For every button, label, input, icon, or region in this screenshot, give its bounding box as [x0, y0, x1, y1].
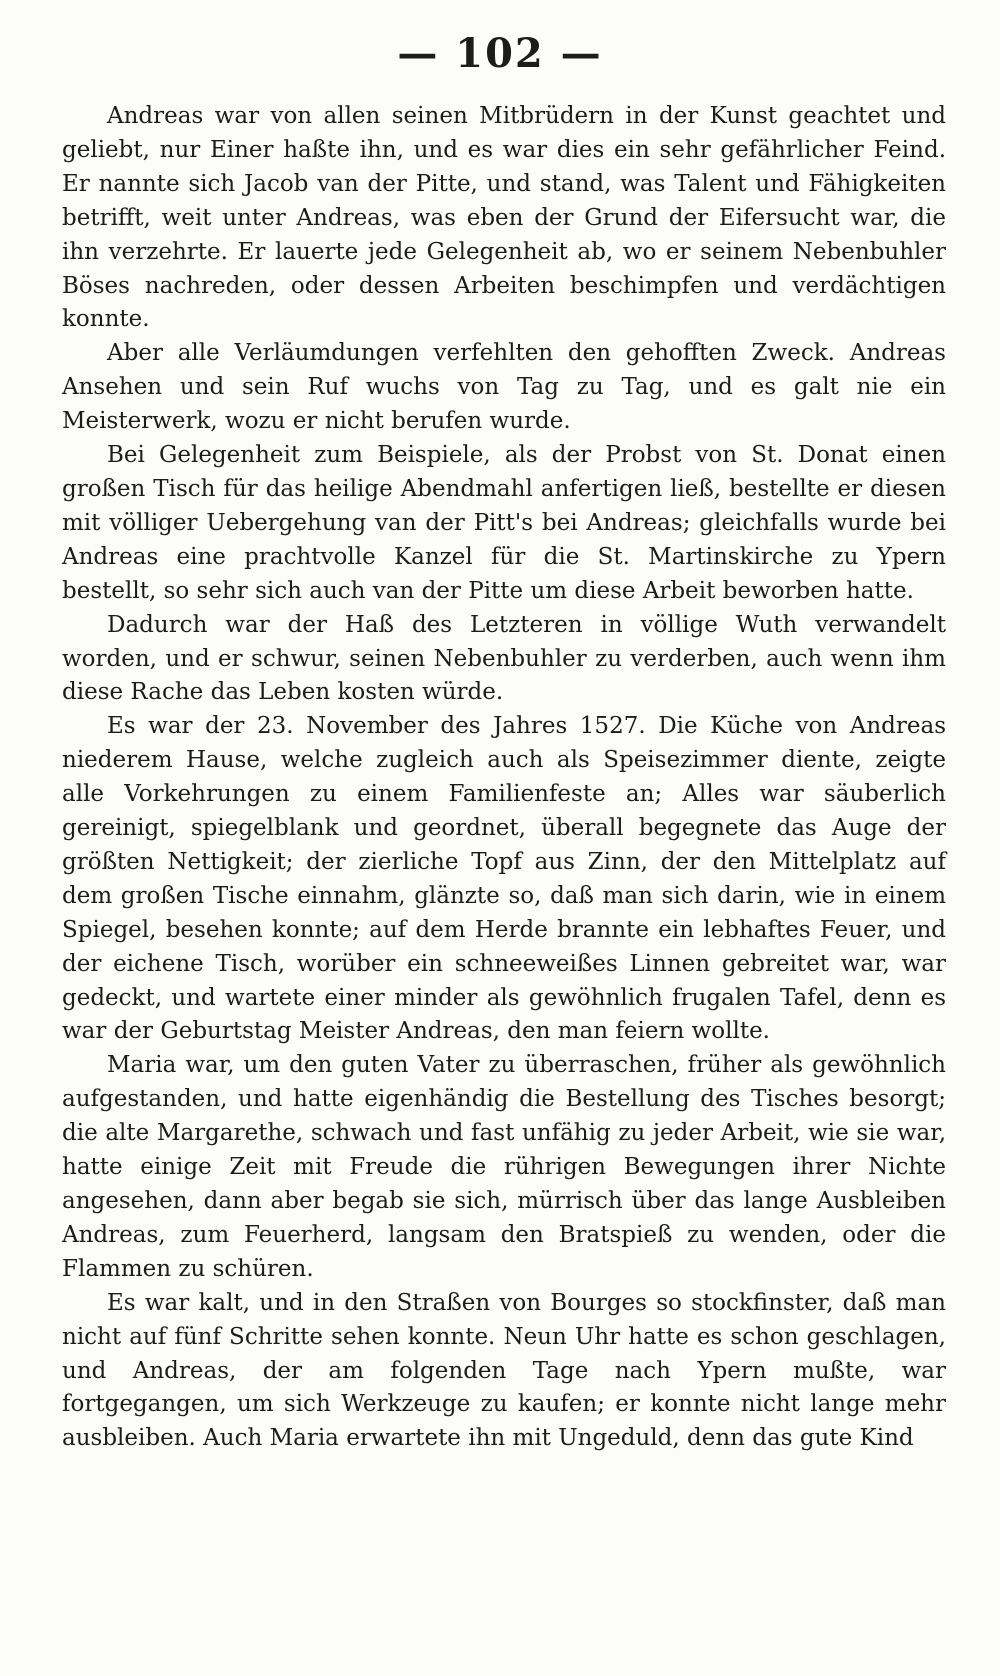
body-text [62, 100, 946, 1456]
paragraph: Es war kalt, und in den Straßen von Bourges so stockfinster, daß man nicht auf fünf Schritte sehen konnte. Neun Uhr hatte es schon geschlagen, und Andreas, der am folgenden Tage nach Ypern mußte, war fortgegangen, um sich Werkzeuge zu kaufen; er konnte nicht lange mehr ausbleiben. Auch Maria erwartete ihn mit Ungeduld, denn das gute Kind [62, 1289, 946, 1452]
paragraph: Aber alle Verläumdungen verfehlten den gehofften Zweck. Andreas Ansehen und sein Ruf wuchs von Tag zu Tag, und es galt nie ein Meisterwerk, wozu er nicht berufen wurde. [62, 340, 946, 435]
paragraph: Maria war, um den guten Vater zu überraschen, früher als gewöhnlich aufgestanden, und hatte eigenhändig die Bestellung des Tisches besorgt; die alte Margarethe, schwach und fast unfähig zu jeder Arbeit, wie sie war, hatte einige Zeit mit Freude die rührigen Bewegungen ihrer Nichte angesehen, dann aber begab sie sich, mürrisch über das lange Ausbleiben Andreas, zum Feuerherd, langsam den Bratspieß zu wenden, oder die Flammen zu schüren. [62, 1052, 946, 1282]
paragraph: Dadurch war der Haß des Letzteren in völlige Wuth verwandelt worden, und er schwur, seinen Nebenbuhler zu verderben, auch wenn ihm diese Rache das Leben kosten würde. [62, 611, 946, 706]
page-number-header: — 102 — [397, 30, 603, 77]
paragraph: Bei Gelegenheit zum Beispiele, als der Probst von St. Donat einen großen Tisch für das heilige Abendmahl anfertigen ließ, bestellte er diesen mit völliger Uebergehung van der Pitt's bei Andreas; gleichfalls wurde bei Andreas eine prachtvolle Kanzel für die St. Martinskirche zu Ypern bestellt, so sehr sich auch van der Pitte um diese Arbeit beworben hatte. [62, 442, 946, 604]
paragraph: Andreas war von allen seinen Mitbrüdern in der Kunst geachtet und geliebt, nur Einer haßte ihn, und es war dies ein sehr gefährlicher Feind. Er nannte sich Jacob van der Pitte, und stand, was Talent und Fähigkeiten betrifft, weit unter Andreas, was eben der Grund der Eifersucht war, die ihn verzehrte. Er lauerte jede Gelegenheit ab, wo er seinem Nebenbuhler Böses nachreden, oder dessen Arbeiten beschimpfen und verdächtigen konnte. [62, 103, 946, 333]
paragraph: Es war der 23. November des Jahres 1527. Die Küche von Andreas niederem Hause, welche zugleich auch als Speisezimmer diente, zeigte alle Vorkehrungen zu einem Familienfeste an; Alles war säuberlich gereinigt, spiegelblank und geordnet, überall begegnete das Auge der größten Nettigkeit; der zierliche Topf aus Zinn, der den Mittelplatz auf dem großen Tische einnahm, glänzte so, daß man sich darin, wie in einem Spiegel, besehen konnte; auf dem Herde brannte ein lebhaftes Feuer, und der eichene Tisch, worüber ein schneeweißes Linnen gebreitet war, war gedeckt, und wartete einer minder als gewöhnlich frugalen Tafel, denn es war der Geburtstag Meister Andreas, den man feiern wollte. [62, 713, 946, 1045]
